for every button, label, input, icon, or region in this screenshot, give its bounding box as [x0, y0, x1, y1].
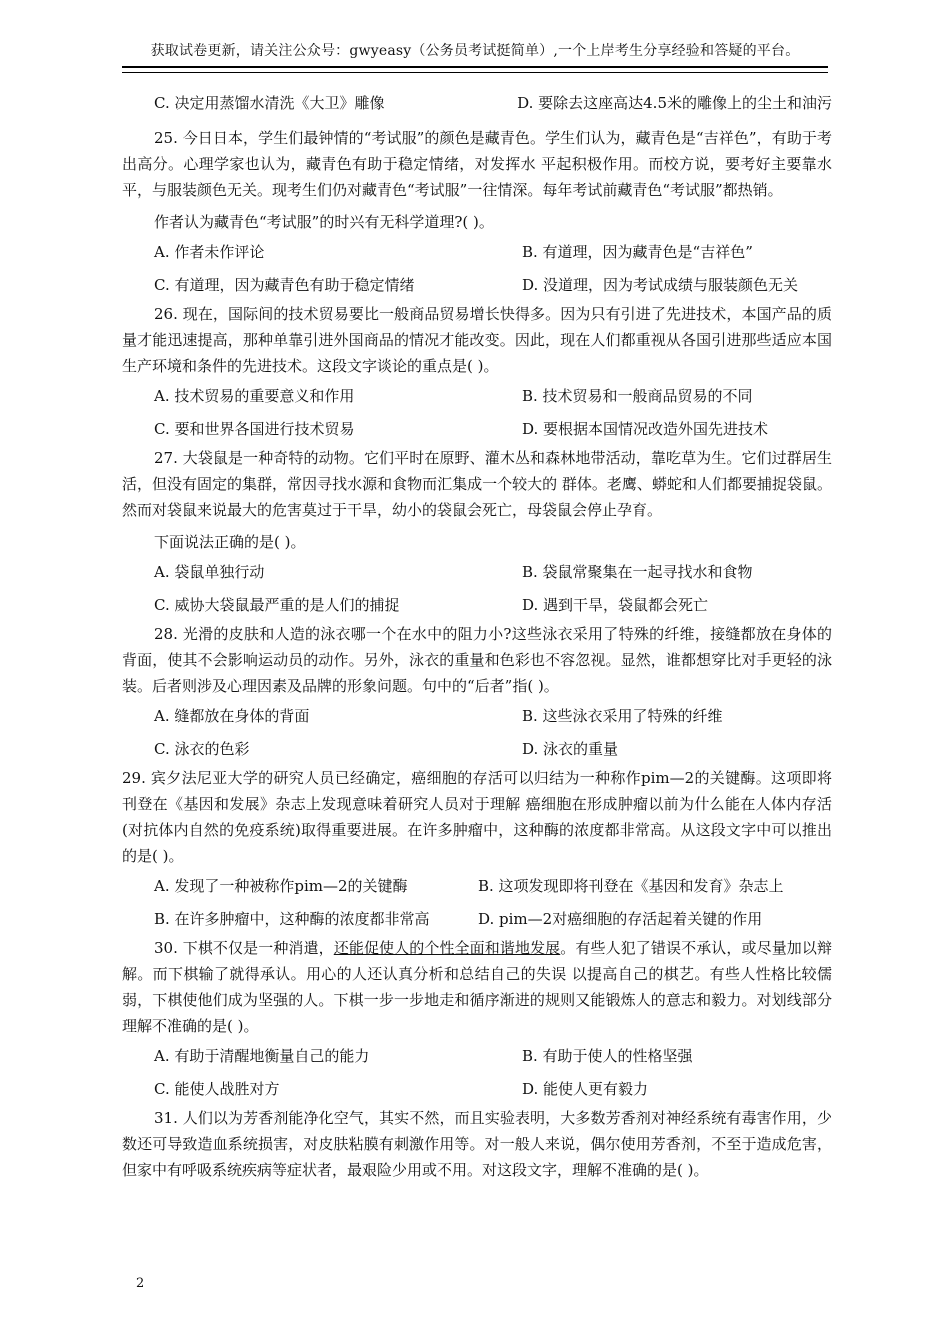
q25-stem: 25. 今日日本，学生们最钟情的“考试服”的颜色是藏青色。学生们认为，藏青色是“吉祥色”，有助于考出高分。心理学家也认为，藏青色有助于稳定情绪，对发挥水 平起积极作用。而校方说，要考好主要靠水平，与服装颜色无关。现考生们仍对藏青色“考试服”一往情深。每年考试前藏青色“考试服”都热销。 [122, 129, 832, 199]
q29-option-b: B. 这项发现即将刊登在《基因和发育》杂志上 [478, 877, 784, 895]
q25-question: 作者认为藏青色“考试服”的时兴有无科学道理?( )。 [154, 213, 494, 231]
q28-stem: 28. 光滑的皮肤和人造的泳衣哪一个在水中的阻力小?这些泳衣采用了特殊的纤维，接缝都放在身体的背面，使其不会影响运动员的动作。另外，泳衣的重量和色彩也不容忽视。显然，谁都想穿比对手更轻的泳装。后者则涉及心理因素及品牌的形象问题。句中的“后者”指( )。 [122, 625, 832, 695]
q25-option-a: A. 作者未作评论 [154, 243, 265, 261]
q27-option-b: B. 袋鼠常聚集在一起寻找水和食物 [522, 563, 753, 581]
q27-option-d: D. 遇到干旱，袋鼠都会死亡 [522, 596, 709, 614]
q27-options-ab [122, 555, 832, 588]
q26-options-cd [122, 412, 832, 445]
q29-stem: 29. 宾夕法尼亚大学的研究人员已经确定，癌细胞的存活可以归结为一种称作pim—2的关键酶。这项即将刊登在《基因和发展》杂志上发现意味着研究人员对于理解 癌细胞在形成肿瘤以前为什么能在人体内存活(对抗体内自然的免疫系统)取得重要进展。在许多肿瘤中，这种酶的浓度都非常高。从这段文字中可以推出的是( )。 [122, 769, 832, 865]
q24-option-c: C. 决定用蒸馏水清洗《大卫》雕像 [154, 94, 385, 112]
q28-option-b: B. 这些泳衣采用了特殊的纤维 [522, 707, 723, 725]
q25-option-d: D. 没道理，因为考试成绩与服装颜色无关 [522, 276, 799, 294]
q24-option-d: D. 要除去这座高达4.5米的雕像上的尘土和油污 [517, 94, 832, 112]
page-content [122, 86, 832, 1183]
q26-option-c: C. 要和世界各国进行技术贸易 [154, 420, 355, 438]
q25-option-c: C. 有道理，因为藏青色有助于稳定情绪 [154, 276, 415, 294]
q30-stem-after: 。有些人犯了错误不承认，或尽量加以辩解。而下棋输了就得承认。用心的人还认真分析和总结自己的失误 以提高自己的棋艺。有些人性格比较儒弱，下棋使他们成为坚强的人。下棋一步一步地走和循序渐进的规则又能锻炼人的意志和毅力。对划线部分理解不准确的是( )。 [122, 939, 833, 1035]
q25-options-cd [122, 268, 832, 301]
q29-option-d: D. pim—2对癌细胞的存活起着关键的作用 [478, 910, 763, 928]
q28-options-cd [122, 732, 832, 765]
q29-options-ab [122, 869, 832, 902]
q24-options-cd [122, 86, 832, 119]
q30-option-b: B. 有助于使人的性格坚强 [522, 1047, 693, 1065]
q27-option-c: C. 威协大袋鼠最严重的是人们的捕捉 [154, 596, 400, 614]
q26-option-a: A. 技术贸易的重要意义和作用 [154, 387, 355, 405]
q29-option-a: A. 发现了一种被称作pim—2的关键酶 [154, 877, 408, 895]
q30-underlined-phrase: 还能促使人的个性全面和谐地发展 [333, 939, 561, 957]
q26-option-b: B. 技术贸易和一般商品贸易的不同 [522, 387, 753, 405]
q26-option-d: D. 要根据本国情况改造外国先进技术 [522, 420, 769, 438]
page-number: 2 [136, 1276, 145, 1291]
q27-stem: 27. 大袋鼠是一种奇特的动物。它们平时在原野、灌木丛和森林地带活动，靠吃草为生。它们过群居生活，但没有固定的集群，常因寻找水源和食物而汇集成一个较大的 群体。老鹰、蟒蛇和人们都要捕捉袋鼠。然而对袋鼠来说最大的危害莫过于干旱，幼小的袋鼠会死亡，母袋鼠会停止孕育。 [122, 449, 832, 519]
q28-options-ab [122, 699, 832, 732]
q30-options-cd [122, 1072, 832, 1105]
q26-stem: 26. 现在，国际间的技术贸易要比一般商品贸易增长快得多。因为只有引进了先进技术，本国产品的质量才能迅速提高，那种单靠引进外国商品的情况才能改变。因此，现在人们都重视从各国引进那些适应本国生产环境和条件的先进技术。这段文字谈论的重点是( )。 [122, 305, 832, 375]
q28-option-c: C. 泳衣的色彩 [154, 740, 250, 758]
q26-options-ab [122, 379, 832, 412]
header-rule-thick [122, 66, 828, 68]
q30-options-ab [122, 1039, 832, 1072]
q29-option-c: B. 在许多肿瘤中，这种酶的浓度都非常高 [154, 910, 430, 928]
q30-option-a: A. 有助于清醒地衡量自己的能力 [154, 1047, 370, 1065]
q27-options-cd [122, 588, 832, 621]
q30-option-c: C. 能使人战胜对方 [154, 1080, 280, 1098]
q25-option-b: B. 有道理，因为藏青色是“吉祥色” [522, 243, 753, 261]
q27-question: 下面说法正确的是( )。 [154, 533, 306, 551]
page-header: 获取试卷更新，请关注公众号：gwyeasy（公务员考试挺简单）,一个上岸考生分享经验和答疑的平台。 [150, 43, 800, 59]
q30-stem [122, 935, 832, 1039]
q28-option-d: D. 泳衣的重量 [522, 740, 619, 758]
q31-stem: 31. 人们以为芳香剂能净化空气，其实不然，而且实验表明，大多数芳香剂对神经系统有毒害作用，少数还可导致造血系统损害，对皮肤粘膜有刺激作用等。对一般人来说，偶尔使用芳香剂，不至于造成危害，但家中有呼吸系统疾病等症状者，最艰险少用或不用。对这段文字，理解不准确的是( )。 [122, 1109, 832, 1179]
q30-stem-before: 30. 下棋不仅是一种消遣， [154, 939, 334, 957]
q27-option-a: A. 袋鼠单独行动 [154, 563, 265, 581]
q25-options-ab [122, 235, 832, 268]
header-rule-thin [122, 72, 828, 73]
q30-option-d: D. 能使人更有毅力 [522, 1080, 649, 1098]
q28-option-a: A. 缝都放在身体的背面 [154, 707, 310, 725]
q29-options-cd [122, 902, 832, 935]
